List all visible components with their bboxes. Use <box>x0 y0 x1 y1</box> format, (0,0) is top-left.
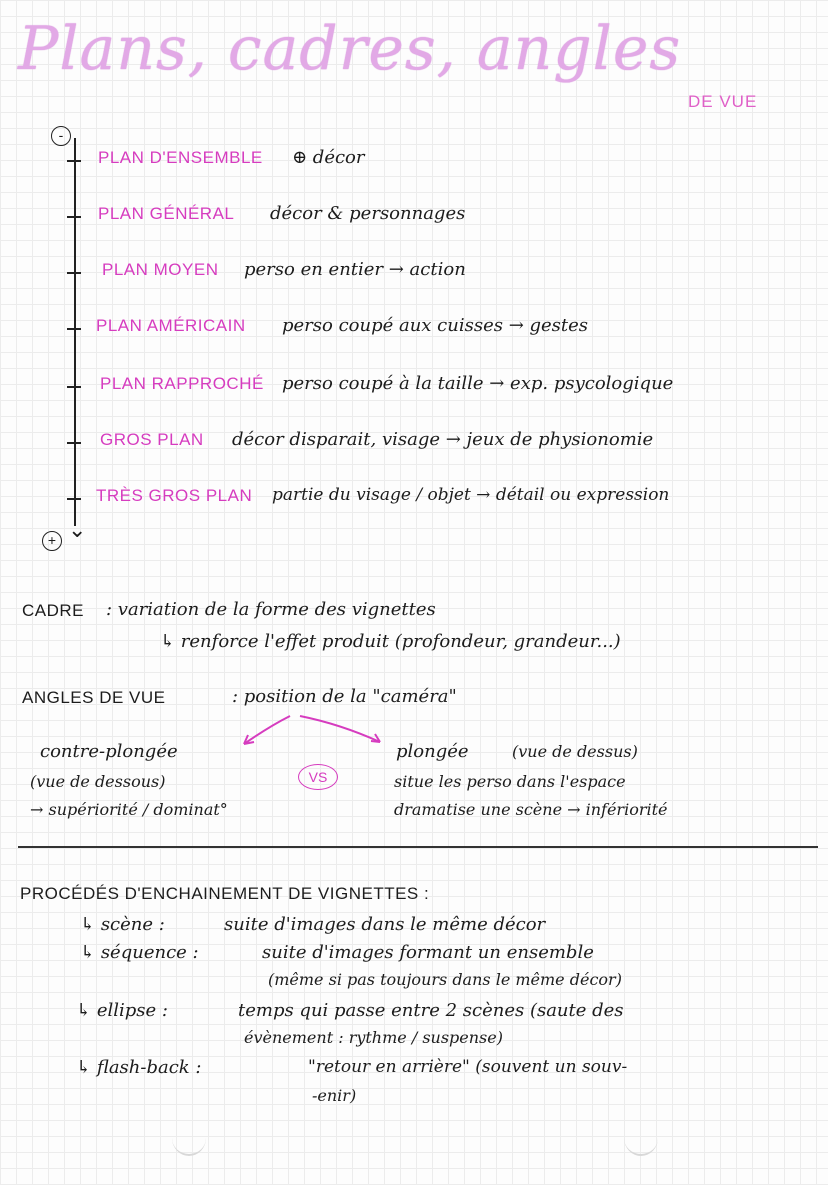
procede-term-text: flash-back : <box>96 1057 202 1078</box>
angles-label: ANGLES DE VUE <box>22 688 166 707</box>
plan-desc: partie du visage / objet → détail ou expression <box>272 485 670 505</box>
plan-name: PLAN D'ENSEMBLE <box>98 148 263 167</box>
plan-desc: perso coupé aux cuisses → gestes <box>282 315 589 336</box>
procede-term-text: scène : <box>100 914 165 935</box>
scale-tick <box>67 386 81 388</box>
punch-hole <box>172 1120 206 1156</box>
procede-term: ↳ séquence : <box>80 942 199 963</box>
plongee-title: plongée <box>396 741 469 762</box>
angle-arrows <box>230 706 400 756</box>
angles-text: : position de la "caméra" <box>232 686 457 707</box>
contre-plongee-title: contre-plongée <box>40 741 178 762</box>
cadre-text: : variation de la forme des vignettes <box>106 599 436 620</box>
procede-line: temps qui passe entre 2 scènes (saute des <box>238 1000 624 1021</box>
procede-term: ↳ flash-back : <box>76 1057 202 1078</box>
plan-name: TRÈS GROS PLAN <box>96 486 253 505</box>
scale-tick <box>67 328 81 330</box>
plongee-paren: (vue de dessus) <box>512 742 638 761</box>
plan-desc: décor disparait, visage → jeux de physionomie <box>232 429 654 450</box>
scale-tick <box>67 160 81 162</box>
procede-line: "retour en arrière" (souvent un souv- <box>308 1057 628 1077</box>
punch-hole <box>624 1120 658 1156</box>
procede-line: (même si pas toujours dans le même décor) <box>268 970 622 989</box>
page-title: Plans, cadres, angles <box>18 14 682 84</box>
plan-name: PLAN AMÉRICAIN <box>96 316 246 335</box>
plan-name: GROS PLAN <box>100 430 204 449</box>
contre-plongee-line: (vue de dessous) <box>30 772 166 791</box>
procede-term-text: séquence : <box>100 942 199 963</box>
divider <box>18 846 818 848</box>
plongee-line: situe les perso dans l'espace <box>394 772 626 791</box>
plan-name: PLAN MOYEN <box>102 260 219 279</box>
vs-badge: VS <box>298 764 338 790</box>
plan-desc: décor & personnages <box>270 203 466 224</box>
plan-name: PLAN GÉNÉRAL <box>98 204 235 223</box>
scale-tick <box>67 498 81 500</box>
scale-tick <box>67 216 81 218</box>
plan-desc: perso en entier → action <box>244 259 466 280</box>
plan-desc: ⊕ décor <box>292 147 365 168</box>
chevron-down-icon: ⌄ <box>68 518 87 543</box>
contre-plongee-line: → supériorité / dominat° <box>30 800 228 819</box>
scale-tick <box>67 272 81 274</box>
procede-line: suite d'images dans le même décor <box>224 914 546 935</box>
procede-term: ↳ scène : <box>80 914 165 935</box>
page-subtitle: DE VUE <box>688 92 758 111</box>
minus-marker: - <box>51 126 71 146</box>
plan-name: PLAN RAPPROCHÉ <box>100 374 264 393</box>
procede-line: -enir) <box>312 1086 357 1105</box>
plus-marker: + <box>42 531 62 551</box>
plongee-line: dramatise une scène → infériorité <box>394 800 668 819</box>
plan-desc: perso coupé à la taille → exp. psycologique <box>282 373 674 394</box>
scale-tick <box>67 442 81 444</box>
procede-line: suite d'images formant un ensemble <box>262 942 594 963</box>
procede-term-text: ellipse : <box>96 1000 168 1021</box>
cadre-sub: ↳ renforce l'effet produit (profondeur, grandeur...) <box>160 631 621 652</box>
scale-line <box>74 138 76 526</box>
procedes-label: PROCÉDÉS D'ENCHAINEMENT DE VIGNETTES : <box>20 884 430 903</box>
cadre-label: CADRE <box>22 601 85 620</box>
procede-term: ↳ ellipse : <box>76 1000 168 1021</box>
procede-line: évènement : rythme / suspense) <box>244 1028 503 1047</box>
